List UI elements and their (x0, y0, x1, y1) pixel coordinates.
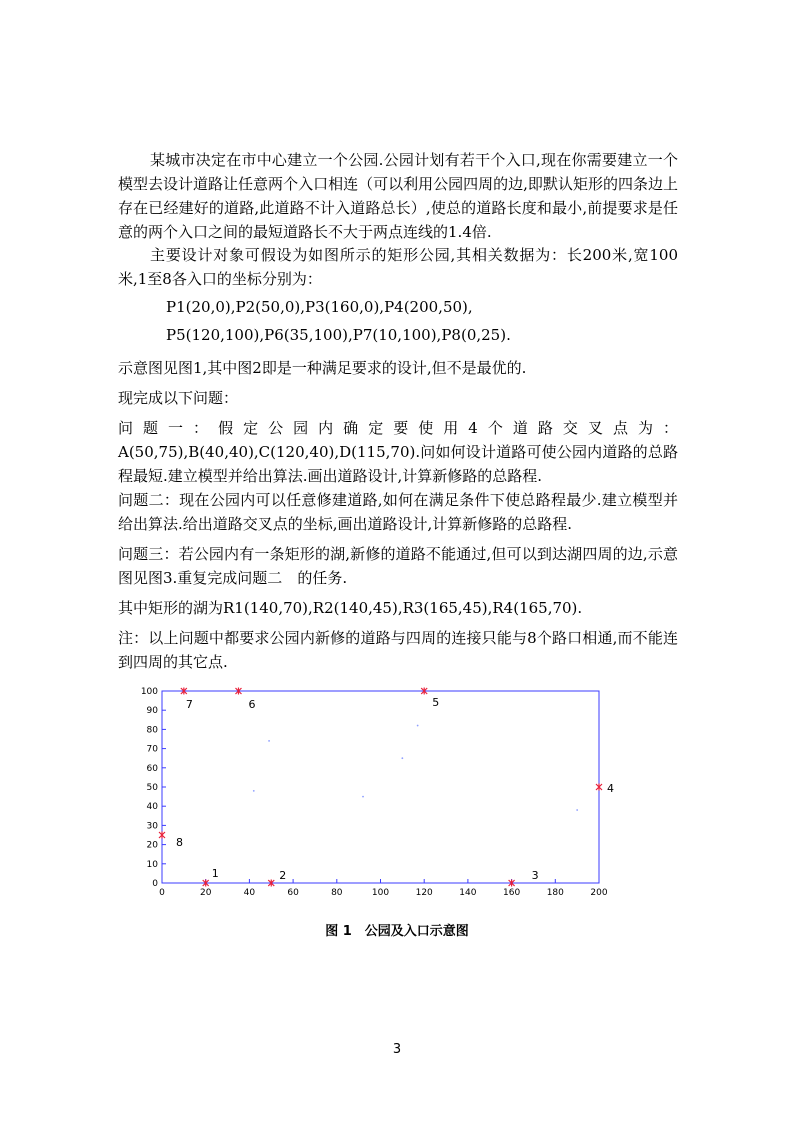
tasks-intro: 现完成以下问题： (118, 389, 239, 407)
entrance-label: 2 (279, 869, 287, 882)
entrance-marker (596, 784, 602, 791)
entrance-marker (159, 832, 165, 839)
plot-frame (162, 691, 599, 883)
x-tick-label: 40 (243, 888, 256, 898)
faint-dot (417, 725, 419, 727)
y-tick-label: 40 (146, 802, 158, 813)
entrance-label: 3 (531, 869, 539, 882)
entrance-coordinates-line-1: P1(20,0),P2(50,0),P3(160,0),P4(200,50), (166, 298, 473, 316)
x-tick-label: 60 (287, 888, 299, 898)
x-tick-label: 80 (331, 888, 343, 898)
y-tick-label: 20 (146, 840, 158, 851)
y-tick-label: 10 (146, 859, 158, 870)
faint-dot (253, 790, 255, 792)
entrance-label: 5 (432, 696, 440, 709)
note-paragraph: 注：以上问题中都要求公园内新修的道路与四周的连接只能与8个路口相通,而不能连到四周的其它点. (118, 629, 678, 671)
x-tick-label: 160 (503, 888, 521, 898)
faint-dot (268, 740, 270, 742)
page-number: 3 (392, 1042, 402, 1057)
question-three: 问题三：若公园内有一条矩形的湖,新修的道路不能通过,但可以到达湖四周的边,示意图见图3.重复完成问题二 的任务. (118, 545, 678, 587)
entrance-label: 8 (176, 836, 183, 849)
lake-coordinates: 其中矩形的湖为R1(140,70),R2(140,45),R3(165,45),R4(165,70). (118, 599, 583, 617)
x-tick-label: 20 (199, 888, 212, 898)
y-tick-label: 70 (146, 744, 158, 755)
x-tick-label: 200 (590, 888, 608, 898)
y-tick-label: 60 (146, 763, 158, 774)
x-tick-label: 180 (546, 888, 564, 898)
y-tick-label: 100 (140, 687, 158, 697)
x-tick-label: 0 (159, 888, 165, 898)
entrance-label: 4 (607, 782, 614, 795)
faint-dot (362, 796, 364, 798)
design-paragraph: 主要设计对象可假设为如图所示的矩形公园,其相关数据为：长200米,宽100米,1至8各入口的坐标分别为： (118, 246, 678, 288)
figure-reference-paragraph: 示意图见图1,其中图2即是一种满足要求的设计,但不是最优的. (118, 359, 527, 377)
faint-dot (576, 809, 578, 811)
question-one: 问题一：假定公园内确定要使用4个道路交叉点为：A(50,75),B(40,40),C(120,40),D(115,70).问如何设计道路可使公园内道路的总路程最短.建立模型并给出算法.画出道路设计,计算新修路的总路程. (118, 419, 678, 485)
figure-caption: 图 1 公园及入口示意图 (325, 924, 469, 939)
intro-paragraph: 某城市决定在市中心建立一个公园.公园计划有若干个入口,现在你需要建立一个模型去设计道路让任意两个入口相连（可以利用公园四周的边,即默认矩形的四条边上存在已经建好的道路,此道路不计入道路总长）,使总的道路长度和最小,前提要求是任意的两个入口之间的最短道路长不大于两点连线的1.4倍. (118, 151, 678, 241)
x-tick-label: 100 (371, 888, 390, 898)
y-tick-label: 90 (146, 706, 158, 717)
y-tick-label: 50 (146, 783, 158, 793)
faint-dot (401, 757, 403, 759)
park-entrance-chart (130, 682, 630, 900)
y-tick-label: 80 (146, 725, 158, 736)
entrance-coordinates-line-2: P5(120,100),P6(35,100),P7(10,100),P8(0,25). (166, 326, 511, 344)
x-tick-label: 120 (415, 888, 433, 898)
y-tick-label: 0 (152, 879, 158, 889)
entrance-label: 6 (248, 698, 256, 711)
y-tick-label: 30 (146, 821, 158, 832)
entrance-label: 1 (211, 867, 219, 880)
entrance-label: 7 (185, 698, 193, 711)
question-two: 问题二：现在公园内可以任意修建道路,如何在满足条件下使总路程最少.建立模型并给出算法.给出道路交叉点的坐标,画出道路设计,计算新修路的总路程. (118, 491, 678, 533)
x-tick-label: 140 (459, 888, 477, 898)
